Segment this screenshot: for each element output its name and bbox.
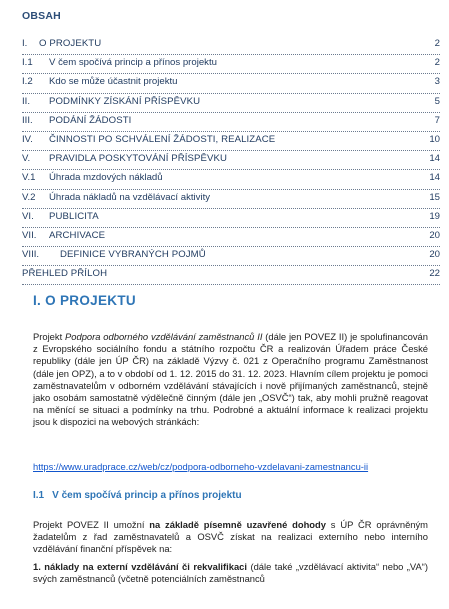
table-of-contents xyxy=(22,36,440,285)
toc-entry[interactable] xyxy=(22,190,440,209)
toc-entry-number: II. xyxy=(22,95,30,107)
toc-entry[interactable] xyxy=(22,228,440,247)
list-item-text: (dále také „vzdělávací aktivita“ nebo „VA“) svých zaměstnanců (včetně potenciálních zaměstnanců xyxy=(33,561,428,585)
principle-text-c: s ÚP ČR oprávněným žadatelům z řad zaměstnavatelů a OSVČ získat na realizaci externího nebo interního vzdělávání finanční příspěvek na: xyxy=(33,519,428,555)
toc-entry-number: V.1 xyxy=(22,172,36,184)
toc-entry-page: 20 xyxy=(429,249,440,261)
toc-entry-title: ČINNOSTI PO SCHVÁLENÍ ŽÁDOSTI, REALIZACE xyxy=(49,133,276,145)
toc-entry-number: VIII. xyxy=(22,249,40,261)
subsection-number: I.1 xyxy=(33,490,45,501)
toc-entry-page: 2 xyxy=(434,57,440,69)
toc-entry[interactable] xyxy=(22,151,440,170)
subsection-title: V čem spočívá princip a přínos projektu xyxy=(52,490,242,501)
list-item-bold: náklady na externí vzdělávání či rekvalifikaci xyxy=(44,561,248,572)
toc-entry-title: O PROJEKTU xyxy=(39,38,102,49)
toc-heading: OBSAH xyxy=(22,10,61,22)
toc-entry-number: VII. xyxy=(22,229,37,241)
toc-entry[interactable] xyxy=(22,36,440,55)
intro-text-a: Projekt xyxy=(33,331,66,342)
toc-entry-number: V.2 xyxy=(22,191,36,203)
toc-entry-page: 3 xyxy=(434,76,440,88)
toc-entry-page: 7 xyxy=(434,114,440,126)
toc-entry-title: PUBLICITA xyxy=(49,210,99,222)
toc-entry-number: I.2 xyxy=(22,76,33,88)
toc-entry[interactable] xyxy=(22,170,440,189)
toc-entry-title: PODMÍNKY ZÍSKÁNÍ PŘÍSPĚVKU xyxy=(49,95,201,107)
toc-entry[interactable] xyxy=(22,247,440,266)
principle-text-a: Projekt POVEZ II umožní xyxy=(33,519,150,530)
toc-entry[interactable] xyxy=(22,74,440,93)
toc-entry-title: PODÁNÍ ŽÁDOSTI xyxy=(49,114,132,126)
toc-entry-page: 14 xyxy=(429,153,440,165)
toc-entry-number: IV. xyxy=(22,133,33,145)
toc-entry-number: VI. xyxy=(22,210,34,222)
toc-entry[interactable] xyxy=(22,55,440,74)
toc-entry-page: 5 xyxy=(434,95,440,107)
intro-text-c: (dále jen POVEZ II) je spolufinancován z Evropského sociálního fondu a státního rozpočtu ČR a realizován Úřadem práce České republiky (dále jen ÚP ČR) na základě Výzvy č. 021 z Operačního programu Zaměstnanost (dále jen OPZ), a to v období od 1. 12. 2015 do 31. 12. 2023. Hlavním cílem projektu je pomoci zaměstnavatelům v odborném vzdělávání stávajících i nově přijímaných zaměstnanců, stejně jako osobám samostatně výdělečně činným (dále jen „OSVČ“) tak, aby mohli pružně reagovat na měnící se situaci a podmínky na trhu. Podrobné a aktuální informace k realizaci projektu jsou k dispozici na webových stránkách: xyxy=(33,331,428,428)
principle-text-b: na základě písemně uzavřené dohody xyxy=(149,519,326,530)
toc-entry-title: PŘEHLED PŘÍLOH xyxy=(22,268,108,280)
toc-entry-title: V čem spočívá princip a přínos projektu xyxy=(49,57,217,69)
toc-entry-number: I. xyxy=(22,38,28,49)
toc-entry[interactable] xyxy=(22,209,440,228)
toc-entry[interactable] xyxy=(22,266,440,285)
toc-entry-title: ARCHIVACE xyxy=(49,229,106,241)
toc-entry-number: V. xyxy=(22,153,31,165)
toc-entry-title: Kdo se může účastnit projektu xyxy=(49,76,178,88)
list-item xyxy=(33,561,428,585)
toc-entry-page: 15 xyxy=(429,191,440,203)
project-website-link[interactable]: https://www.uradprace.cz/web/cz/podpora-odborneho-vzdelavani-zamestnancu-ii xyxy=(33,461,369,472)
section-heading-o-projektu: I. O PROJEKTU xyxy=(33,293,136,308)
list-item-number: 1. xyxy=(33,561,45,572)
toc-entry-title: DEFINICE VYBRANÝCH POJMŮ xyxy=(60,249,206,261)
toc-entry-title: PRAVIDLA POSKYTOVÁNÍ PŘÍSPĚVKU xyxy=(49,153,228,165)
intro-paragraph xyxy=(33,331,428,429)
toc-entry-title: Úhrada nákladů na vzdělávací aktivity xyxy=(49,191,211,203)
project-name: Podpora odborného vzdělávání zaměstnanců II xyxy=(65,331,263,342)
toc-entry-number: I.1 xyxy=(22,57,33,69)
toc-entry-page: 10 xyxy=(429,133,440,145)
toc-entry[interactable] xyxy=(22,113,440,132)
toc-entry-page: 19 xyxy=(429,210,440,222)
principle-paragraph xyxy=(33,519,428,556)
toc-entry[interactable] xyxy=(22,132,440,151)
toc-entry-page: 20 xyxy=(429,229,440,241)
toc-entry-page: 2 xyxy=(434,38,440,49)
toc-entry-title: Úhrada mzdových nákladů xyxy=(49,172,163,184)
toc-entry-page: 14 xyxy=(429,172,440,184)
toc-entry-page: 22 xyxy=(429,268,440,280)
subsection-heading-i1 xyxy=(33,490,242,501)
toc-entry[interactable] xyxy=(22,94,440,113)
toc-entry-number: III. xyxy=(22,114,33,126)
